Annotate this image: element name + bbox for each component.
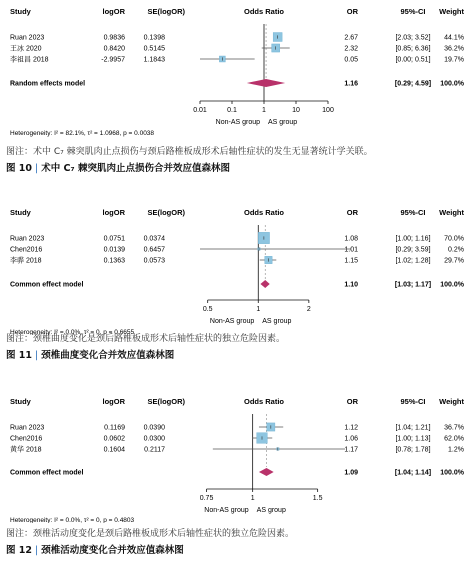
study-logor: 0.1363 [103, 257, 125, 265]
study-logor: 0.0751 [103, 235, 125, 243]
study-weight: 1.2% [448, 446, 464, 454]
study-ci: [0.29; 3.59] [395, 246, 431, 254]
study-weight: 44.1% [444, 34, 464, 42]
pooled-diamond [259, 468, 274, 476]
study-name: 王冰 2020 [10, 45, 42, 53]
header-ci: 95%-CI [400, 7, 426, 16]
study-or: 1.12 [344, 424, 358, 432]
study-weight: 62.0% [444, 435, 464, 443]
study-weight: 19.7% [444, 56, 464, 64]
study-se: 0.0374 [143, 235, 165, 243]
x-tick-label: 0.1 [227, 107, 237, 114]
x-tick-label: 1 [256, 306, 261, 313]
axis-left-label: Non-AS group [204, 507, 249, 514]
caption-separator: | [35, 163, 39, 174]
header-study: Study [10, 7, 31, 16]
study-or: 2.67 [344, 34, 358, 42]
study-name: 李祖昌 2018 [10, 56, 49, 64]
figure-caption-2 [6, 347, 174, 361]
pooled-diamond [260, 280, 269, 288]
heterogeneity-text: Heterogeneity: I² = 82.1%, τ² = 1.0968, p = 0.0038 [10, 130, 155, 137]
header-logor: logOR [102, 397, 125, 406]
study-se: 0.5145 [143, 45, 165, 53]
header-se: SE(logOR) [147, 7, 185, 16]
study-name: Ruan 2023 [10, 34, 45, 42]
header-or: OR [346, 7, 358, 16]
pooled-or: 1.09 [344, 469, 358, 477]
figure-note-2: 图注：颈椎曲度变化是颈后路椎板成形术后轴性症状的独立危险因素。 [6, 334, 286, 344]
pooled-weight: 100.0% [440, 469, 464, 477]
figure-note-3: 图注：颈椎活动度变化是颈后路椎板成形术后轴性症状的独立危险因素。 [6, 529, 295, 539]
study-logor: 0.1169 [104, 424, 125, 432]
x-tick-label: 2 [306, 306, 311, 313]
study-ci: [1.04; 1.21] [395, 424, 431, 432]
forest-plot-3 [0, 388, 471, 523]
x-tick-label: 10 [292, 107, 300, 114]
figure-caption-3 [6, 542, 184, 556]
study-se: 0.0300 [143, 435, 165, 443]
study-ci: [2.03; 3.52] [395, 34, 431, 42]
forest-plot-1 [0, 0, 471, 140]
study-ci: [0.85; 6.36] [395, 45, 431, 53]
header-or: OR [346, 397, 358, 406]
x-tick-label: 0.75 [199, 495, 214, 502]
caption-title: 颈椎曲度变化合并效应值森林图 [41, 350, 175, 361]
x-tick-label: 0.01 [193, 107, 207, 114]
axis-left-label: Non-AS group [209, 318, 255, 325]
forest-panel-1 [0, 0, 471, 144]
header-se: SE(logOR) [147, 208, 185, 217]
heterogeneity-text: Heterogeneity: I² = 0.0%, τ² = 0, p = 0.6655 [10, 329, 135, 335]
pooled-ci: [0.29; 4.59] [394, 80, 432, 88]
study-or: 1.06 [344, 435, 358, 443]
study-se: 0.1398 [143, 34, 165, 42]
study-or: 1.17 [344, 446, 358, 454]
forest-panel-2 [0, 200, 471, 339]
study-ci: [1.02; 1.28] [395, 257, 431, 265]
caption-title: 术中 C₇ 棘突肌肉止点损伤合并效应值森林图 [41, 163, 230, 174]
pooled-weight: 100.0% [440, 281, 464, 289]
pooled-or: 1.10 [344, 281, 358, 289]
figure-note-1: 图注：术中 C₇ 棘突肌肉止点损伤与颈后路椎板成形术后轴性症状的发生无显著统计学关联。 [6, 147, 373, 157]
study-ci: [0.00; 0.51] [395, 56, 431, 64]
pooled-ci: [1.04; 1.14] [394, 469, 432, 477]
header-ci: 95%-CI [400, 397, 426, 406]
study-name: Ruan 2023 [10, 424, 45, 432]
figure-caption-1 [6, 160, 230, 174]
pooled-or: 1.16 [344, 80, 358, 88]
forest-plot-2 [0, 200, 471, 335]
caption-number: 图 11 [6, 350, 33, 361]
study-se: 0.0390 [143, 424, 165, 432]
study-se: 0.0573 [143, 257, 165, 265]
header-study: Study [10, 397, 31, 406]
study-or: 2.32 [344, 45, 358, 53]
study-or: 1.15 [344, 257, 358, 265]
header-se: SE(logOR) [147, 397, 185, 406]
study-or: 0.05 [344, 56, 358, 64]
study-se: 1.1843 [143, 56, 165, 64]
heterogeneity-text: Heterogeneity: I² = 0.0%, τ² = 0, p = 0.4803 [10, 517, 135, 523]
header-study: Study [10, 208, 31, 217]
study-ci: [1.00; 1.13] [395, 435, 431, 443]
x-tick-label: 1 [250, 495, 255, 502]
x-tick-label: 100 [322, 107, 334, 114]
header-or: OR [346, 208, 358, 217]
forest-panel-3 [0, 388, 471, 527]
study-weight: 29.7% [444, 257, 464, 265]
header-odds-ratio: Odds Ratio [243, 7, 285, 16]
pooled-label: Common effect model [10, 281, 84, 289]
study-logor: 0.1604 [103, 446, 125, 454]
study-name: Ruan 2023 [10, 235, 45, 243]
study-weight: 0.2% [448, 246, 464, 254]
study-se: 0.2117 [144, 446, 165, 454]
caption-number: 图 10 [6, 163, 33, 174]
caption-number: 图 12 [6, 545, 33, 556]
x-tick-label: 1.5 [312, 495, 323, 502]
study-logor: -2.9957 [101, 56, 125, 64]
header-ci: 95%-CI [400, 208, 426, 217]
header-weight: Weight [439, 397, 464, 406]
study-name: 黄华 2018 [10, 446, 42, 454]
axis-right-label: AS group [262, 318, 292, 325]
study-weight: 36.2% [444, 45, 464, 53]
x-tick-label: 1 [262, 107, 266, 114]
header-weight: Weight [439, 7, 464, 16]
study-name: 李骅 2018 [10, 257, 42, 265]
header-weight: Weight [439, 208, 464, 217]
pooled-label: Random effects model [10, 80, 86, 88]
pooled-ci: [1.03; 1.17] [394, 281, 432, 289]
caption-separator: | [35, 350, 39, 361]
header-odds-ratio: Odds Ratio [243, 208, 285, 217]
study-ci: [1.00; 1.16] [395, 235, 431, 243]
study-logor: 0.0602 [103, 435, 125, 443]
study-logor: 0.8420 [103, 45, 125, 53]
caption-title: 颈椎活动度变化合并效应值森林图 [41, 545, 184, 556]
axis-right-label: AS group [268, 119, 298, 126]
study-logor: 0.0139 [103, 246, 125, 254]
pooled-weight: 100.0% [440, 80, 464, 88]
study-weight: 36.7% [444, 424, 464, 432]
pooled-label: Common effect model [10, 469, 84, 477]
study-se: 0.6457 [143, 246, 165, 254]
axis-right-label: AS group [256, 507, 286, 514]
study-name: Chen2016 [10, 435, 43, 443]
study-or: 1.08 [344, 235, 358, 243]
header-logor: logOR [102, 208, 125, 217]
caption-separator: | [35, 545, 39, 556]
axis-left-label: Non-AS group [215, 119, 260, 126]
x-tick-label: 0.5 [202, 306, 213, 313]
pooled-diamond [247, 79, 285, 87]
study-weight: 70.0% [444, 235, 464, 243]
header-odds-ratio: Odds Ratio [243, 397, 285, 406]
header-logor: logOR [102, 7, 125, 16]
study-logor: 0.9836 [103, 34, 125, 42]
study-ci: [0.78; 1.78] [395, 446, 431, 454]
study-or: 1.01 [344, 246, 358, 254]
study-name: Chen2016 [10, 246, 43, 254]
